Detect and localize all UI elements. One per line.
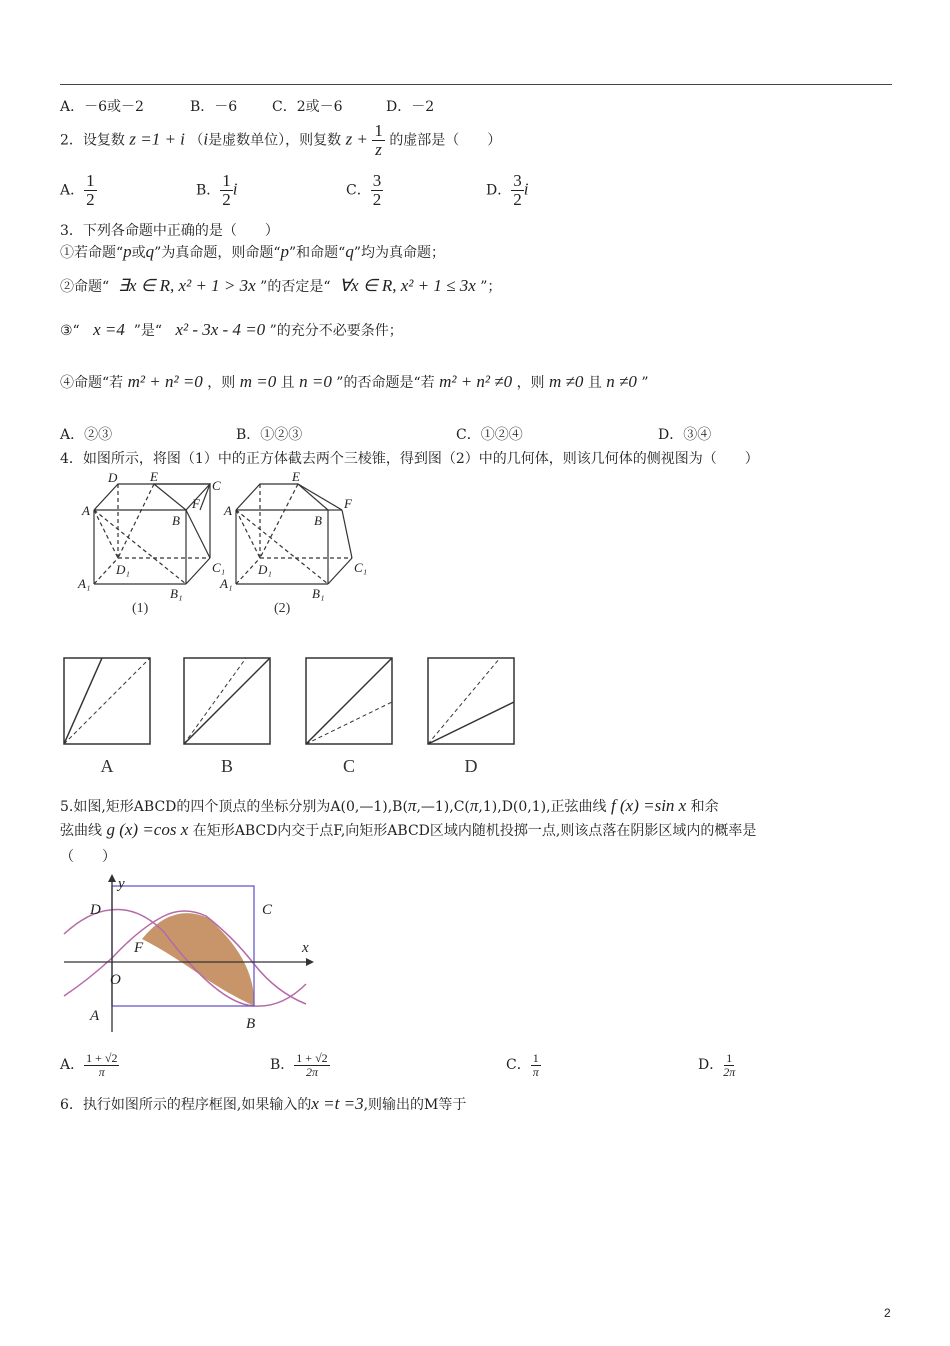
graph-label-d: D	[90, 902, 101, 918]
fig2-label-b: B	[314, 513, 322, 528]
fig2-label-c1: C₁	[354, 560, 368, 575]
page-number: 2	[884, 1306, 891, 1320]
q3-stem: 3．下列各命题中正确的是（ ）	[60, 223, 279, 239]
q2-option-a: A． $\frac{1}{2}$	[60, 171, 95, 209]
fig1-label-c1: C₁	[212, 560, 226, 575]
fig2-label-f: F	[344, 496, 352, 511]
fig1-label-d: D	[108, 470, 118, 485]
q1-option-b: B．－6	[190, 99, 238, 115]
q4-stem: 4．如图所示，将图（1）中的正方体截去两个三棱锥，得到图（2）中的几何体，则该几何体的侧视图为（ ）	[60, 451, 759, 467]
fig1-caption: (1)	[132, 601, 149, 616]
q5-stem-line3: （ ）	[60, 849, 116, 865]
q4-cube-figures	[60, 470, 370, 622]
fig1-label-b1: B₁	[170, 586, 183, 601]
fig2-label-d1: D₁	[258, 562, 272, 577]
q5-option-a: A． $\frac{1 + √2}{\pi}$	[60, 1051, 118, 1079]
graph-label-y: y	[118, 876, 125, 892]
q3-option-a: A．②③	[60, 427, 113, 443]
graph-label-c: C	[262, 902, 273, 918]
fig1-label-e: E	[150, 470, 158, 484]
q3-statement-2: ②命题“ ∃x ∈ R, x² + 1 > 3x ”的否定是“ ∀x ∈ R, x² + 1 ≤ 3x ”；	[60, 276, 502, 295]
q6-stem: 6．执行如图所示的程序框图,如果输入的x =t =3,则输出的M等于	[60, 1094, 467, 1113]
q3-option-c: C．①②④	[456, 427, 523, 443]
q3-option-b: B．①②③	[236, 427, 303, 443]
graph-label-x: x	[302, 940, 309, 956]
fig2-label-a1: A₁	[220, 576, 233, 591]
q5-stem-line1: 5.如图,矩形ABCD的四个顶点的坐标分别为A(0,—1),B(π,—1),C(π,1),D(0,1),正弦曲线 f (x) =sin x 和余	[60, 796, 719, 815]
q1-option-a: A．－6或－2	[60, 99, 144, 115]
choice-a-label: A	[100, 756, 114, 776]
q4-side-view-choices	[60, 648, 540, 778]
graph-label-b: B	[246, 1016, 256, 1032]
header-rule	[60, 84, 892, 85]
q3-option-d: D．③④	[658, 427, 712, 443]
fig2-label-b1: B₁	[312, 586, 325, 601]
q1-option-c: C．2或－6	[272, 99, 343, 115]
q5-stem-line2: 弦曲线 g (x) =cos x 在矩形ABCD内交于点F,向矩形ABCD区域内随机投掷一点,则该点落在阴影区域内的概率是	[60, 820, 757, 839]
q1-option-d: D．－2	[386, 99, 435, 115]
q3-statement-3: ③“ x =4 ”是“ x² - 3x - 4 =0 ”的充分不必要条件；	[60, 320, 403, 339]
choice-b-label: B	[220, 756, 234, 776]
q2-fraction: $\frac{1}{z}$	[374, 121, 383, 159]
choice-c-label: C	[342, 756, 356, 776]
q2-option-d: D． $\frac{3}{2}$ i	[486, 171, 529, 209]
graph-label-a: A	[90, 1008, 100, 1024]
fig1-label-b: B	[172, 513, 180, 528]
fig1-label-d1: D₁	[116, 562, 130, 577]
fig1-label-a: A	[82, 503, 90, 518]
q5-option-d: D． $\frac{1}{2\pi}$	[698, 1051, 736, 1079]
q2-stem: 2．设复数 z =1 + i （i是虚数单位），则复数 z + $\frac{1}{z}$ 的虚部是（ ）	[60, 121, 502, 159]
fig2-caption: (2)	[274, 601, 291, 616]
fig2-label-e: E	[292, 470, 300, 484]
fig1-label-f: F	[192, 496, 200, 511]
graph-label-f: F	[134, 940, 144, 956]
graph-label-o: O	[110, 972, 121, 988]
q2-option-c: C． $\frac{3}{2}$	[346, 171, 382, 209]
fig2-label-a: A	[224, 503, 232, 518]
fig1-label-a1: A₁	[78, 576, 91, 591]
q3-statement-1: ①若命题“p或q”为真命题，则命题“p”和命题“q”均为真命题；	[60, 242, 445, 261]
q5-option-b: B． $\frac{1 + √2}{2\pi}$	[270, 1051, 328, 1079]
q5-graph	[60, 872, 320, 1034]
q2-option-b: B． $\frac{1}{2}$ i	[196, 171, 238, 209]
q5-option-c: C． $\frac{1}{\pi}$	[506, 1051, 539, 1079]
choice-d-label: D	[464, 756, 478, 776]
q3-statement-4: ④命题“若 m² + n² =0 ，则 m =0 且 n =0 ”的否命题是“若 m² + n² ≠0 ，则 m ≠0 且 n ≠0 ”	[60, 372, 649, 391]
fig1-label-c: C	[212, 478, 221, 493]
